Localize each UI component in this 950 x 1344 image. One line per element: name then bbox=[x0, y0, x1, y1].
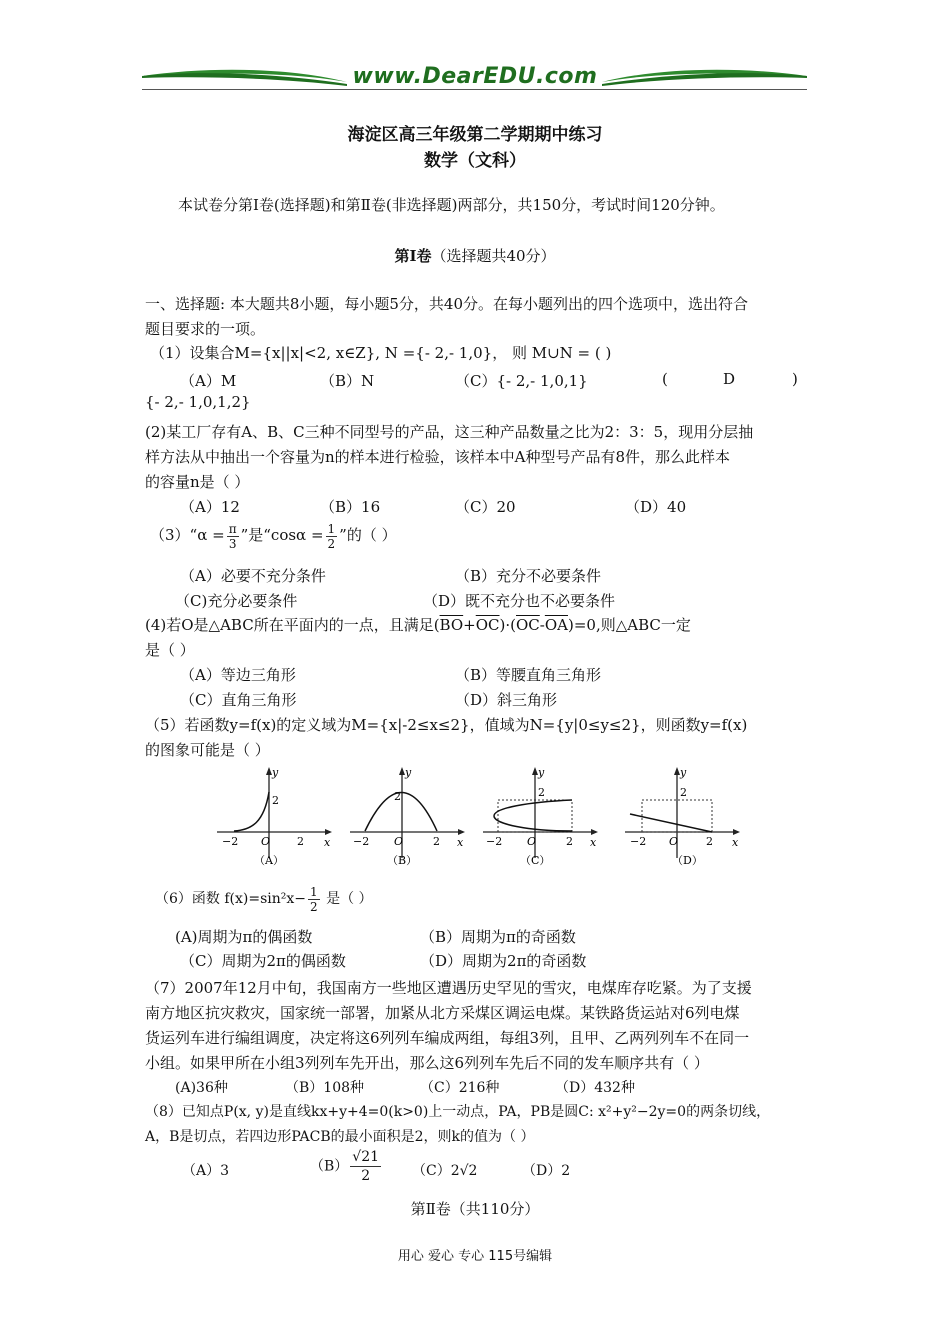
graph-label: （A） bbox=[254, 854, 284, 867]
graph-label: （D） bbox=[672, 854, 703, 867]
q4-mid: )·( bbox=[499, 616, 516, 634]
q2-option-d: （D）40 bbox=[625, 498, 687, 516]
q3-fraction-pi-3 bbox=[227, 522, 239, 551]
q1-option-a: （A）M bbox=[180, 372, 237, 390]
q8-option-a: （A）3 bbox=[182, 1163, 230, 1179]
q4-option-a: （A）等边三角形 bbox=[180, 666, 296, 684]
q7-line3: 货运列车进行编组调度，决定将这6列列车编成两组，每组3列，且甲、乙两列列车不在同一 bbox=[145, 1029, 750, 1047]
pos2-label: 2 bbox=[706, 835, 713, 848]
q5-line2: 的图象可能是（ ） bbox=[145, 741, 270, 759]
q1-option-b: （B）N bbox=[320, 372, 375, 390]
curve bbox=[234, 792, 269, 831]
q6-frac-den: 2 bbox=[310, 899, 318, 914]
q4-option-b: （B）等腰直角三角形 bbox=[455, 666, 602, 684]
q3-frac1-num: π bbox=[228, 521, 237, 536]
q4-line2: 是（ ） bbox=[145, 641, 195, 659]
q3-frac2-den: 2 bbox=[327, 536, 336, 551]
q1-option-d-label: D bbox=[723, 370, 736, 388]
q5-graph-a bbox=[212, 762, 342, 872]
q4-vector-oc: $\overline{OC}$ bbox=[475, 616, 500, 634]
x-label: x bbox=[324, 836, 331, 849]
q1-stem: （1）设集合M={x||x|<2, x∈Z}, N ={- 2,- 1,0}， 则 M∪N = ( ) bbox=[150, 344, 612, 362]
part1-heading-rest: （选择题共40分） bbox=[431, 247, 556, 265]
q1-option-c: （C）{- 2,- 1,0,1} bbox=[455, 372, 588, 390]
q8-b-den: 2 bbox=[361, 1168, 371, 1184]
neg2-label: −2 bbox=[486, 835, 503, 848]
q7-line4: 小组。如果甲所在小组3列列车先开出，那么这6列列车先后不同的发车顺序共有（ ） bbox=[145, 1054, 709, 1072]
q3-mid: ”是“cosα = bbox=[240, 526, 324, 544]
q6-frac-num: 1 bbox=[310, 884, 318, 899]
q2-line1: (2)某工厂存有A、B、C三种不同型号的产品，这三种产品数量之比为2：3：5，现用分层抽 bbox=[145, 423, 754, 441]
top2-label: 2 bbox=[272, 794, 279, 807]
exam-subtitle: 数学（文科） bbox=[424, 151, 526, 171]
part1-heading-bold: 第Ⅰ卷 bbox=[394, 247, 432, 265]
neg2-label: −2 bbox=[630, 835, 647, 848]
pos2-label: 2 bbox=[433, 835, 440, 848]
q3-option-c: （C)充分必要条件 bbox=[175, 592, 298, 610]
q6-option-c: （C）周期为2π的偶函数 bbox=[180, 952, 346, 970]
q3-option-a: （A）必要不充分条件 bbox=[180, 567, 326, 585]
x-axis-arrow bbox=[458, 829, 465, 835]
x-axis-arrow bbox=[733, 829, 740, 835]
q8-option-b-fraction bbox=[350, 1148, 381, 1185]
q3-pre: （3）“α = bbox=[150, 526, 225, 544]
q7-option-b: （B）108种 bbox=[285, 1080, 365, 1096]
q4-vector-bo: $\overline{BO}$ bbox=[439, 616, 464, 634]
curve bbox=[365, 793, 437, 832]
q6-option-b: （B）周期为π的奇函数 bbox=[420, 928, 576, 946]
part2-heading: 第Ⅱ卷（共110分） bbox=[410, 1200, 540, 1218]
y-label: y bbox=[405, 766, 412, 779]
x-axis-arrow bbox=[325, 829, 332, 835]
q6-fraction-1-2 bbox=[308, 885, 320, 914]
q8-option-c: （C）2√2 bbox=[412, 1163, 478, 1179]
origin-label: O bbox=[394, 835, 404, 848]
q4-vector-oa: $\overline{OA}$ bbox=[544, 616, 568, 634]
q3-option-b: （B）充分不必要条件 bbox=[455, 567, 602, 585]
q5-graph-c bbox=[478, 762, 608, 872]
q3-fraction-1-2 bbox=[326, 522, 338, 551]
q4-text-b: )=0,则△ABC一定 bbox=[568, 616, 691, 634]
q3-frac2-num: 1 bbox=[327, 521, 336, 536]
q8-option-b bbox=[310, 1148, 383, 1185]
x-label: x bbox=[590, 836, 597, 849]
q5-graph-d bbox=[620, 762, 750, 872]
q6-stem bbox=[155, 884, 373, 914]
section1-line1: 一、选择题: 本大题共8小题，每小题5分，共40分。在每小题列出的四个选项中，选出符合 bbox=[145, 295, 748, 313]
q4-vector-oc-2: $\overline{OC}$ bbox=[516, 616, 540, 634]
x-label: x bbox=[457, 836, 464, 849]
q2-option-b: （B）16 bbox=[320, 498, 381, 516]
q3-post: ”的（ ） bbox=[339, 526, 397, 544]
q1-option-d-open: ( bbox=[662, 370, 668, 388]
q3-frac1-den: 3 bbox=[228, 536, 237, 551]
intro-text: 本试卷分第Ⅰ卷(选择题)和第Ⅱ卷(非选择题)两部分，共150分，考试时间120分钟。 bbox=[178, 196, 725, 214]
q4-text-a: (4)若O是△ABC所在平面内的一点，且满足( bbox=[145, 616, 440, 634]
graph-label: （B） bbox=[387, 854, 418, 867]
y-label: y bbox=[272, 766, 279, 779]
q4-minus: - bbox=[539, 616, 545, 634]
q6-pre: （6）函数 f(x)=sin²x− bbox=[155, 891, 307, 907]
site-logo-text: www.DearEDU.com bbox=[352, 64, 598, 89]
neg2-label: −2 bbox=[222, 835, 239, 848]
q5-line1: （5）若函数y=f(x)的定义域为M={x|-2≤x≤2}，值域为N={y|0≤y≤2}，则函数y=f(x) bbox=[145, 716, 748, 734]
pos2-label: 2 bbox=[566, 835, 573, 848]
pos2-label: 2 bbox=[297, 835, 304, 848]
q8-line1: （8）已知点P(x, y)是直线kx+y+4=0(k>0)上一动点，PA，PB是圆C: x²+y²−2y=0的两条切线， bbox=[145, 1104, 771, 1120]
origin-label: O bbox=[261, 835, 271, 848]
q5-graph-b bbox=[345, 762, 475, 872]
section1-line2: 题目要求的一项。 bbox=[145, 320, 266, 338]
q6-post: 是（ ） bbox=[326, 891, 373, 907]
q3-stem bbox=[150, 520, 397, 551]
origin-label: O bbox=[669, 835, 679, 848]
curve bbox=[494, 800, 572, 831]
q6-option-a: (A)周期为π的偶函数 bbox=[175, 928, 313, 946]
x-label: x bbox=[732, 836, 739, 849]
q7-option-d: （D）432种 bbox=[555, 1080, 635, 1096]
top2-label: 2 bbox=[394, 790, 401, 803]
q7-line2: 南方地区抗灾救灾，国家统一部署，加紧从北方采煤区调运电煤。某铁路货运站对6列电煤 bbox=[145, 1004, 740, 1022]
q8-b-num: √21 bbox=[352, 1149, 380, 1165]
q7-option-a: (A)36种 bbox=[175, 1080, 228, 1096]
q7-option-c: （C）216种 bbox=[420, 1080, 500, 1096]
q8-option-d: （D）2 bbox=[522, 1163, 571, 1179]
q1-option-d-close: ) bbox=[792, 370, 798, 388]
q4-option-c: （C）直角三角形 bbox=[180, 691, 297, 709]
neg2-label: −2 bbox=[353, 835, 370, 848]
q4-line1 bbox=[145, 614, 691, 635]
q2-line3: 的容量n是（ ） bbox=[145, 473, 250, 491]
q1-option-d-set: {- 2,- 1,0,1,2} bbox=[145, 393, 251, 411]
y-label: y bbox=[538, 766, 545, 779]
part1-heading bbox=[0, 245, 950, 266]
page-footer: 用心 爱心 专心 115号编辑 bbox=[397, 1249, 553, 1264]
q2-line2: 样方法从中抽出一个容量为n的样本进行检验，该样本中A种型号产品有8件，那么此样本 bbox=[145, 448, 731, 466]
exam-title: 海淀区高三年级第二学期期中练习 bbox=[347, 125, 603, 145]
origin-label: O bbox=[527, 835, 537, 848]
header-rule bbox=[142, 89, 807, 90]
q3-option-d: （D）既不充分也不必要条件 bbox=[423, 592, 616, 610]
y-label: y bbox=[680, 766, 687, 779]
x-axis-arrow bbox=[591, 829, 598, 835]
top2-label: 2 bbox=[680, 786, 687, 799]
top2-label: 2 bbox=[538, 786, 545, 799]
q4-plus: + bbox=[463, 616, 476, 634]
q6-option-d: （D）周期为2π的奇函数 bbox=[420, 952, 587, 970]
q7-line1: （7）2007年12月中旬，我国南方一些地区遭遇历史罕见的雪灾，电煤库存吃紧。为了支援 bbox=[145, 979, 752, 997]
graph-label: （C） bbox=[520, 854, 551, 867]
q4-option-d: （D）斜三角形 bbox=[455, 691, 558, 709]
q2-option-a: （A）12 bbox=[180, 498, 240, 516]
q8-option-b-label: （B） bbox=[310, 1158, 349, 1175]
q2-option-c: （C）20 bbox=[455, 498, 516, 516]
q8-line2: A，B是切点，若四边形PACB的最小面积是2，则k的值为（ ） bbox=[145, 1129, 535, 1145]
